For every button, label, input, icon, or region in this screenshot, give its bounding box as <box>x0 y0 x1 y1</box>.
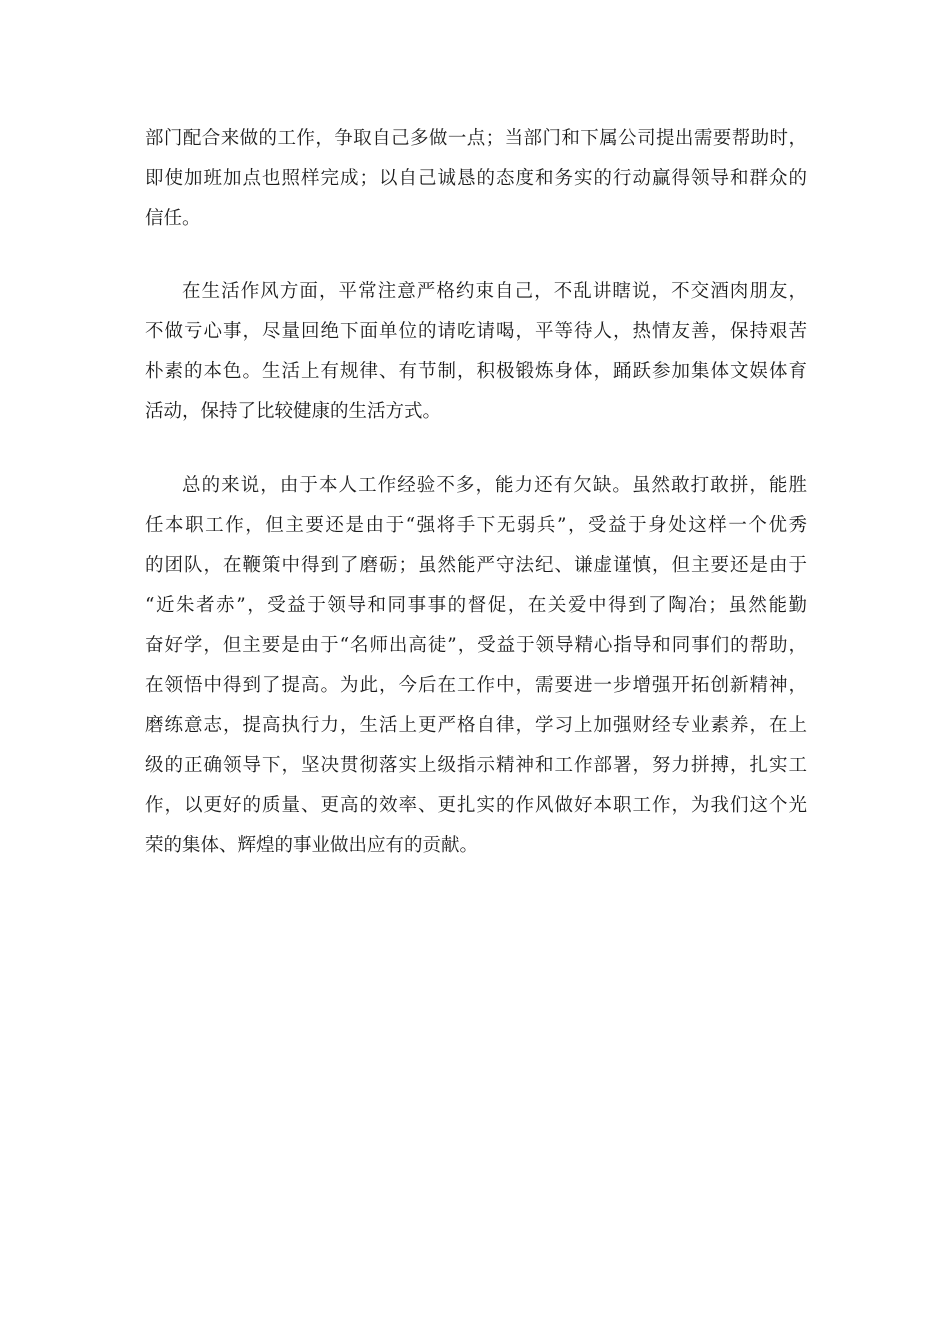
text-line: 不做亏心事，尽量回绝下面单位的请吃请喝，平等待人，热情友善，保持艰苦 <box>145 321 807 342</box>
text-line: 奋好学，但主要是由于“名师出高徒”，受益于领导精心指导和同事们的帮助， <box>145 635 807 656</box>
text-line: 部门配合来做的工作，争取自己多做一点；当部门和下属公司提出需要帮助时， <box>145 128 807 149</box>
text-line: 在领悟中得到了提高。为此，今后在工作中，需要进一步增强开拓创新精神， <box>145 675 807 696</box>
text-line: 磨练意志，提高执行力，生活上更严格自律，学习上加强财经专业素养，在上 <box>145 715 807 736</box>
text-line: 在生活作风方面，平常注意严格约束自己，不乱讲瞎说，不交酒肉朋友， <box>182 281 807 302</box>
text-line: 总的来说，由于本人工作经验不多，能力还有欠缺。虽然敢打敢拼，能胜 <box>182 475 807 496</box>
document-body <box>145 119 807 866</box>
text-line: 的团队，在鞭策中得到了磨砺；虽然能严守法纪、谦虚谨慎，但主要还是由于 <box>145 555 807 576</box>
text-line: 作，以更好的质量、更高的效率、更扎实的作风做好本职工作，为我们这个光 <box>145 795 807 816</box>
paragraph-spacer <box>145 432 807 466</box>
text-line: 级的正确领导下，坚决贯彻落实上级指示精神和工作部署，努力拼搏，扎实工 <box>145 755 807 776</box>
text-line: 任本职工作，但主要还是由于“强将手下无弱兵”，受益于身处这样一个优秀 <box>145 515 807 536</box>
text-line: 即使加班加点也照样完成；以自己诚恳的态度和务实的行动赢得领导和群众的 <box>145 168 807 189</box>
text-line: 活动，保持了比较健康的生活方式。 <box>145 401 442 422</box>
paragraph-summary <box>145 466 807 866</box>
paragraph-work-cooperation <box>145 119 807 239</box>
paragraph-lifestyle <box>145 272 807 432</box>
text-line: “近朱者赤”，受益于领导和同事事的督促，在关爱中得到了陶冶；虽然能勤 <box>145 595 807 616</box>
paragraph-spacer <box>145 239 807 272</box>
text-line: 荣的集体、辉煌的事业做出应有的贡献。 <box>145 835 479 856</box>
text-line: 信任。 <box>145 208 201 229</box>
text-line: 朴素的本色。生活上有规律、有节制，积极锻炼身体，踊跃参加集体文娱体育 <box>145 361 807 382</box>
